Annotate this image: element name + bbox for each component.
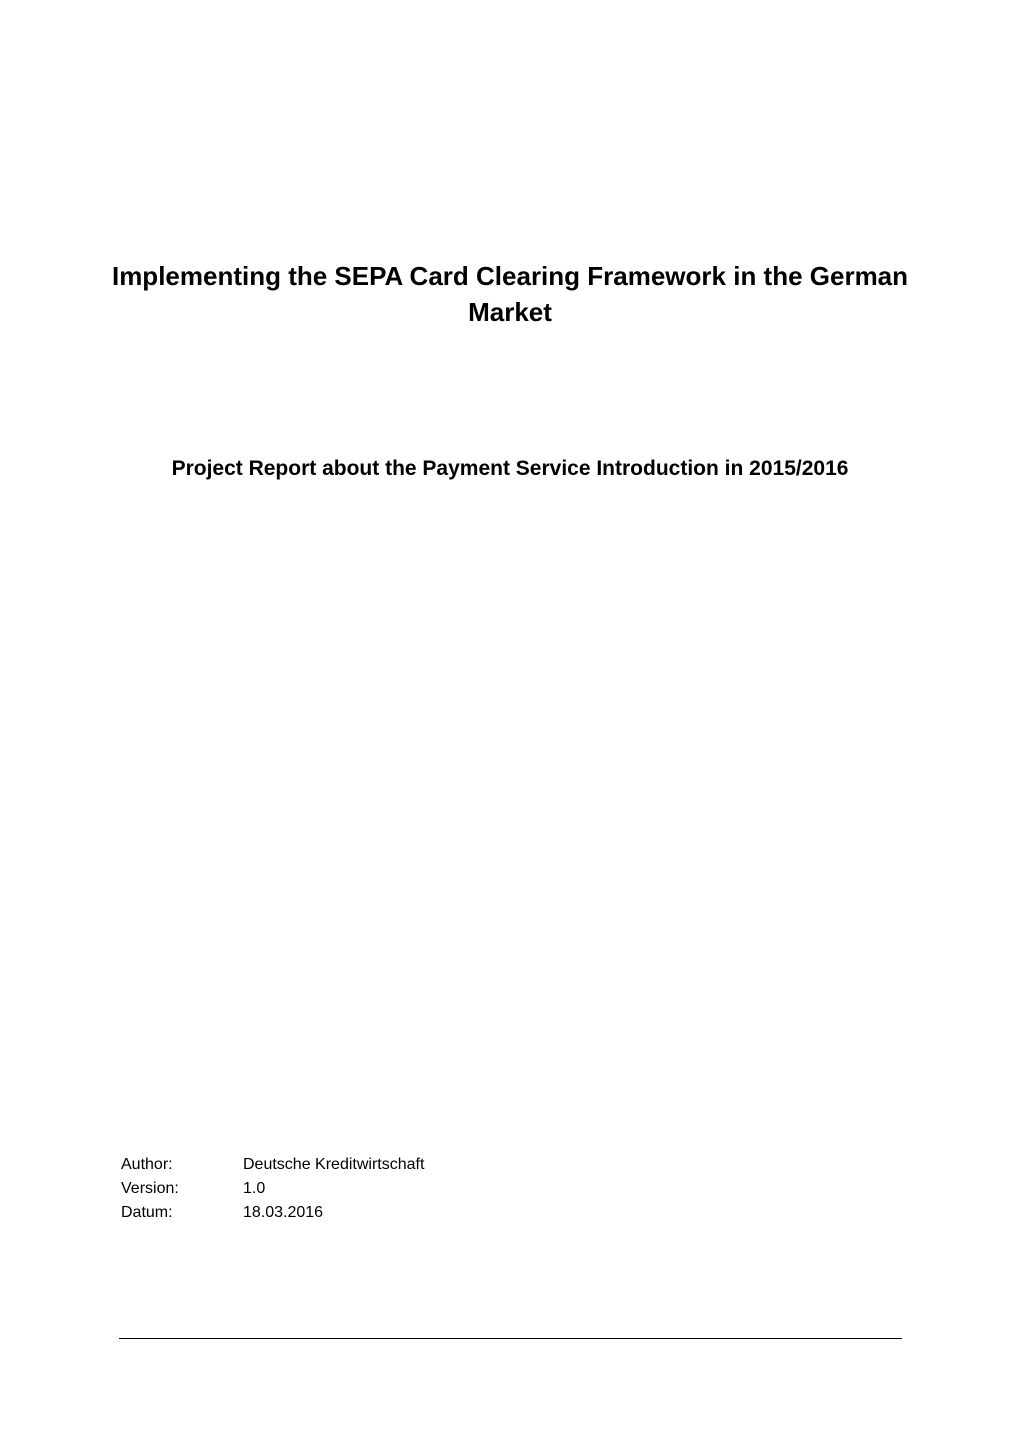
meta-label-version: Version: (121, 1180, 179, 1197)
document-subtitle: Project Report about the Payment Service Introduction in 2015/2016 (171, 457, 849, 480)
meta-row-date (121, 1201, 424, 1225)
document-metadata (121, 1153, 424, 1225)
footer-divider (119, 1338, 902, 1339)
meta-value-date: 18.03.2016 (243, 1204, 324, 1221)
document-title: Implementing the SEPA Card Clearing Framework in the German Market (111, 261, 909, 327)
meta-value-version: 1.0 (243, 1180, 266, 1197)
meta-row-author (121, 1153, 424, 1177)
meta-label-date: Datum: (121, 1204, 173, 1221)
meta-label-author: Author: (121, 1156, 173, 1173)
meta-value-author: Deutsche Kreditwirtschaft (243, 1156, 425, 1173)
meta-row-version (121, 1177, 424, 1201)
